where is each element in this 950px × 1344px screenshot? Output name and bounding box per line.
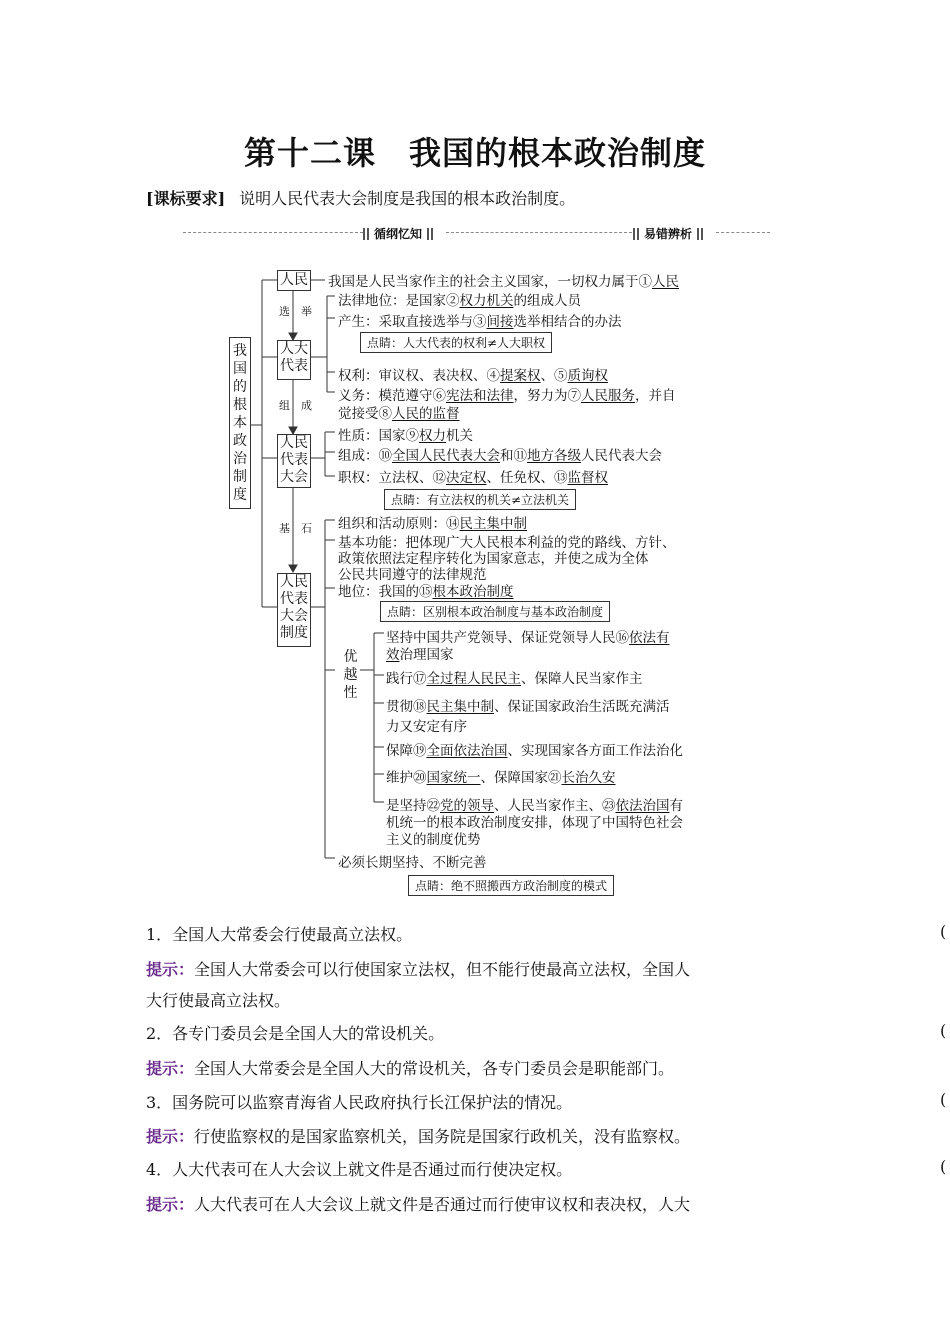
note-system: 点睛：区别根本政治制度与基本政治制度 (380, 601, 610, 622)
hint-3: 提示：行使监察权的是国家监察机关，国务院是国家行政机关，没有监察权。 (146, 1127, 691, 1146)
note-congress: 点睛：有立法权的机关≠立法机关 (384, 489, 576, 510)
adv-line-6a: 是坚持㉒党的领导、人民当家作主、㉓依法治国有 (386, 798, 683, 814)
node-deputies: 人大代表 (277, 340, 311, 380)
label-base: 基 石 (279, 522, 312, 535)
root-node: 我国的根本政治制度 (229, 337, 251, 509)
adv-line-1b: 效治理国家 (386, 647, 454, 663)
label-advantage: 优越性 (343, 649, 358, 701)
note-deputies: 点睛：人大代表的权利≠人大职权 (360, 332, 552, 353)
requirement-label: [课标要求] (146, 189, 226, 208)
adv-line-3b: 力又安定有序 (386, 719, 467, 735)
hint-2: 提示：全国人大常委会是全国人大的常设机关，各专门委员会是职能部门。 (146, 1059, 675, 1078)
question-1: 1．全国人大常委会行使最高立法权。 (146, 925, 413, 944)
question-2: 2．各专门委员会是全国人大的常设机关。 (146, 1024, 445, 1043)
node-system: 人民代表大会制度 (277, 573, 311, 647)
adv-line-4: 保障⑲全面依法治国、实现国家各方面工作法治化 (386, 743, 683, 759)
note-west: 点睛：绝不照搬西方政治制度的模式 (408, 875, 614, 896)
adv-line-2: 践行⑰全过程人民民主、保障人民当家作主 (386, 671, 643, 687)
mm-line-6: 性质：国家⑨权力机关 (338, 428, 473, 444)
mm-line-2: 法律地位：是国家②权力机关的组成人员 (338, 293, 581, 309)
mm-line-10c: 公民共同遵守的法律规范 (338, 567, 487, 583)
mm-line-12: 必须长期坚持、不断完善 (338, 855, 487, 871)
adv-line-5: 维护⑳国家统一、保障国家㉑长治久安 (386, 770, 616, 786)
label-elect: 选 举 (279, 305, 312, 318)
mm-line-9: 组织和活动原则：⑭民主集中制 (338, 516, 527, 532)
node-congress: 人民代表大会 (277, 434, 311, 488)
answer-paren-1[interactable]: ( (940, 922, 947, 941)
answer-paren-3[interactable]: ( (940, 1090, 947, 1109)
mm-line-11: 地位：我国的⑮根本政治制度 (338, 584, 514, 600)
mm-line-5: 义务：模范遵守⑥宪法和法律，努力为⑦人民服务，并自 (338, 388, 676, 404)
adv-line-1a: 坚持中国共产党领导、保证党领导人民⑯依法有 (386, 630, 670, 646)
mm-line-3: 产生：采取直接选举与③间接选举相结合的办法 (338, 314, 622, 330)
mm-line-10b: 政策依照法定程序转化为国家意志，并使之成为全体 (338, 551, 649, 567)
adv-line-3a: 贯彻⑱民主集中制、保证国家政治生活既充满活 (386, 699, 670, 715)
mm-line-1: 我国是人民当家作主的社会主义国家，一切权力属于①人民 (328, 274, 679, 290)
answer-paren-2[interactable]: ( (940, 1021, 947, 1040)
hint-1-cont: 大行使最高立法权。 (146, 991, 291, 1010)
hint-1: 提示：全国人大常委会可以行使国家立法权，但不能行使最高立法权，全国人 (146, 960, 691, 979)
mm-line-5b: 觉接受⑧人民的监督 (338, 406, 460, 422)
requirement-text: 说明人民代表大会制度是我国的根本政治制度。 (239, 189, 576, 208)
label-form: 组 成 (279, 399, 312, 412)
node-people: 人民 (277, 270, 311, 291)
hint-4: 提示：人大代表可在人大会议上就文件是否通过而行使审议权和表决权，人大 (146, 1195, 691, 1214)
mm-line-10a: 基本功能：把体现广大人民根本利益的党的路线、方针、 (338, 535, 676, 551)
mm-line-8: 职权：立法权、⑫决定权、任免权、⑬监督权 (338, 470, 608, 486)
answer-paren-4[interactable]: ( (940, 1157, 947, 1176)
question-4: 4．人大代表可在人大会议上就文件是否通过而行使决定权。 (146, 1160, 573, 1179)
section-errors: 易错辨析 (632, 223, 704, 242)
section-review: 循纲忆知 (362, 223, 434, 242)
mm-line-4: 权利：审议权、表决权、④提案权、⑤质询权 (338, 368, 608, 384)
mm-line-7: 组成：⑩全国人民代表大会和⑪地方各级人民代表大会 (338, 448, 662, 464)
adv-line-6b: 机统一的根本政治制度安排，体现了中国特色社会 (386, 815, 683, 831)
question-3: 3．国务院可以监察青海省人民政府执行长江保护法的情况。 (146, 1093, 573, 1112)
page-title: 第十二课 我国的根本政治制度 (243, 134, 706, 172)
adv-line-6c: 主义的制度优势 (386, 832, 481, 848)
